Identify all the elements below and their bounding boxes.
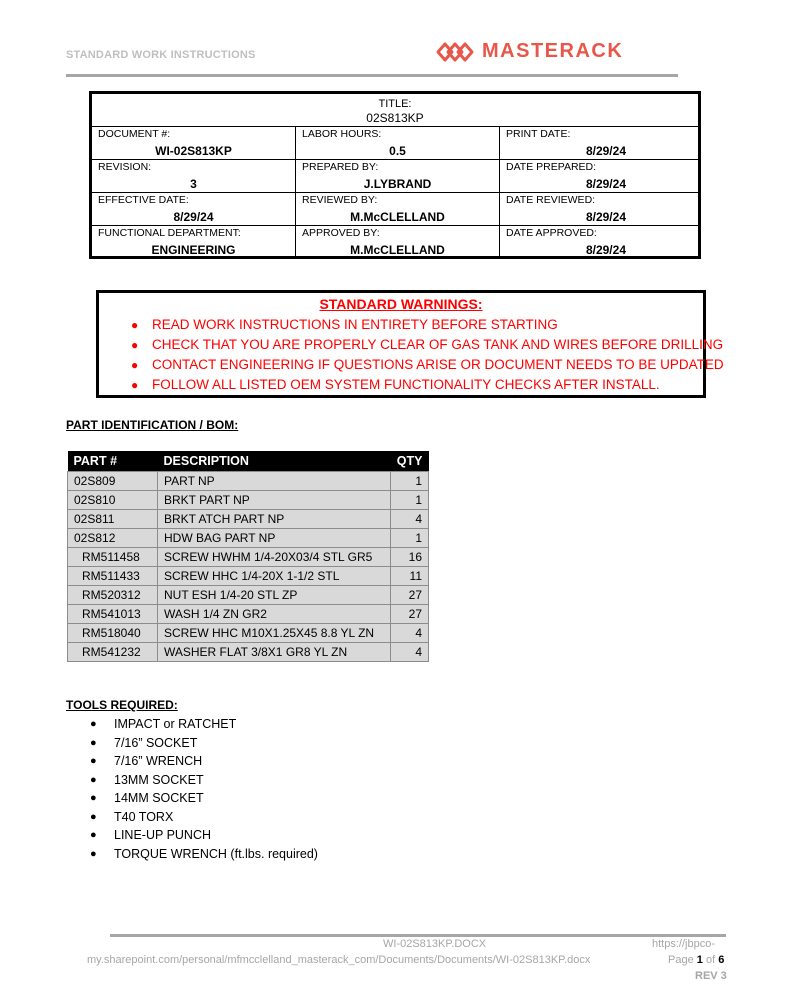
- description-cell: BRKT PART NP: [158, 491, 391, 510]
- qty-cell: 4: [391, 510, 429, 529]
- document-info-table: [89, 91, 701, 259]
- footer-url-line2: my.sharepoint.com/personal/mfmcclelland_masterack_com/Documents/Documents/WI-02S813KP.docx: [87, 954, 591, 966]
- info-label: REVIEWED BY:: [302, 194, 378, 206]
- description-cell: SCREW HWHM 1/4-20X03/4 STL GR5: [158, 548, 391, 567]
- warning-text: CHECK THAT YOU ARE PROPERLY CLEAR OF GAS TANK AND WIRES BEFORE DRILLING: [152, 337, 724, 352]
- description-cell: SCREW HHC 1/4-20X 1-1/2 STL: [158, 567, 391, 586]
- warning-item: [99, 355, 724, 375]
- part-number-cell: 02S810: [68, 491, 158, 510]
- tool-item: [90, 734, 318, 753]
- info-value: ENGINEERING: [151, 243, 236, 257]
- tool-text: 7/16” WRENCH: [114, 754, 203, 768]
- page-total: 6: [718, 954, 725, 966]
- bom-body: [68, 472, 429, 662]
- warning-text: FOLLOW ALL LISTED OEM SYSTEM FUNCTIONALITY CHECKS AFTER INSTALL.: [152, 377, 660, 392]
- bullet-icon: ●: [90, 718, 97, 730]
- tool-item: [90, 771, 318, 790]
- tool-item: [90, 789, 318, 808]
- bom-header-row: [68, 451, 429, 472]
- bom-table: [67, 451, 429, 662]
- info-cell: [500, 226, 698, 258]
- table-row: [68, 624, 429, 643]
- qty-cell: 27: [391, 586, 429, 605]
- info-value: 8/29/24: [585, 210, 626, 224]
- part-number-cell: 02S811: [68, 510, 158, 529]
- info-label: DATE REVIEWED:: [506, 194, 596, 206]
- info-label: APPROVED BY:: [302, 227, 380, 239]
- col-header-part: PART #: [68, 451, 158, 472]
- info-value: M.McCLELLAND: [350, 210, 445, 224]
- info-value: M.McCLELLAND: [350, 243, 445, 257]
- part-number-cell: RM541013: [68, 605, 158, 624]
- footer-url-line1: https://jbpco-: [652, 938, 715, 950]
- part-number-cell: RM518040: [68, 624, 158, 643]
- warning-item: [99, 315, 703, 335]
- info-label: DATE PREPARED:: [506, 161, 597, 173]
- page-word: Page: [668, 954, 694, 966]
- qty-cell: 1: [391, 529, 429, 548]
- footer-doc-name: WI-02S813KP.DOCX: [383, 938, 487, 950]
- logo-text: MASTERACK: [482, 40, 624, 62]
- table-row: [68, 605, 429, 624]
- info-cell: [500, 127, 698, 159]
- col-header-description: DESCRIPTION: [158, 451, 391, 472]
- description-cell: SCREW HHC M10X1.25X45 8.8 YL ZN: [158, 624, 391, 643]
- table-row: [68, 510, 429, 529]
- col-header-qty: QTY: [391, 451, 429, 472]
- qty-cell: 16: [391, 548, 429, 567]
- bullet-icon: ●: [131, 358, 139, 372]
- warning-text: READ WORK INSTRUCTIONS IN ENTIRETY BEFORE STARTING: [152, 317, 558, 332]
- info-value: 0.5: [389, 144, 406, 158]
- bullet-icon: ●: [90, 773, 97, 786]
- info-cell: [92, 193, 296, 225]
- tool-item: [90, 752, 318, 771]
- tool-item: [90, 715, 318, 734]
- qty-cell: 1: [391, 491, 429, 510]
- table-row: [68, 548, 429, 567]
- info-value: J.LYBRAND: [363, 177, 432, 191]
- info-label: DATE APPROVED:: [506, 227, 597, 239]
- qty-cell: 27: [391, 605, 429, 624]
- table-row: [68, 643, 429, 662]
- info-cell: [296, 127, 500, 159]
- description-cell: NUT ESH 1/4-20 STL ZP: [158, 586, 391, 605]
- bullet-icon: ●: [90, 847, 97, 860]
- header-rule: [66, 74, 678, 77]
- warning-item: [99, 335, 724, 355]
- info-value: 8/29/24: [173, 210, 214, 224]
- info-label: DOCUMENT #:: [98, 128, 171, 140]
- part-number-cell: RM541232: [68, 643, 158, 662]
- info-cell: [296, 193, 500, 225]
- part-number-cell: RM520312: [68, 586, 158, 605]
- footer-page-number: [668, 954, 724, 966]
- part-number-cell: 02S812: [68, 529, 158, 548]
- info-label: PRINT DATE:: [506, 128, 571, 140]
- tool-text: LINE-UP PUNCH: [114, 828, 212, 842]
- bullet-icon: ●: [90, 736, 97, 749]
- footer-revision: REV 3: [695, 970, 727, 982]
- info-row: [92, 226, 698, 258]
- table-row: [68, 491, 429, 510]
- tool-text: 13MM SOCKET: [114, 772, 204, 787]
- info-cell: [92, 226, 296, 258]
- info-label: REVISION:: [98, 161, 152, 173]
- title-label: TITLE:: [378, 98, 412, 110]
- part-number-cell: 02S809: [68, 472, 158, 491]
- description-cell: HDW BAG PART NP: [158, 529, 391, 548]
- info-cell: [500, 160, 698, 192]
- info-cell: [500, 193, 698, 225]
- title-value: 02S813KP: [366, 111, 424, 125]
- qty-cell: 4: [391, 624, 429, 643]
- info-label: PREPARED BY:: [302, 161, 379, 173]
- table-row: [68, 472, 429, 491]
- info-cell: [92, 127, 296, 159]
- qty-cell: 11: [391, 567, 429, 586]
- info-value: WI-02S813KP: [155, 144, 232, 158]
- tools-heading: TOOLS REQUIRED:: [66, 698, 178, 712]
- description-cell: BRKT ATCH PART NP: [158, 510, 391, 529]
- bullet-icon: ●: [131, 338, 139, 352]
- masterack-logo-icon: [436, 41, 476, 63]
- description-cell: WASH 1/4 ZN GR2: [158, 605, 391, 624]
- header-title: STANDARD WORK INSTRUCTIONS: [66, 49, 256, 61]
- table-row: [68, 586, 429, 605]
- description-cell: PART NP: [158, 472, 391, 491]
- info-cell: [296, 226, 500, 258]
- info-value: 3: [190, 177, 197, 191]
- footer-rule: [110, 934, 726, 937]
- info-label: LABOR HOURS:: [302, 128, 382, 140]
- bullet-icon: ●: [131, 318, 139, 332]
- tool-text: 7/16” SOCKET: [114, 735, 198, 750]
- info-label: EFFECTIVE DATE:: [98, 194, 189, 206]
- info-title-cell: [92, 94, 698, 127]
- warnings-list: [99, 315, 724, 395]
- page-num: 1: [696, 954, 703, 966]
- bullet-icon: ●: [131, 378, 139, 392]
- info-cell: [296, 160, 500, 192]
- tool-item: [90, 845, 318, 864]
- masterack-logo: [436, 40, 623, 63]
- tool-text: 14MM SOCKET: [114, 791, 204, 805]
- description-cell: WASHER FLAT 3/8X1 GR8 YL ZN: [158, 643, 391, 662]
- standard-warnings-box: [96, 290, 724, 398]
- of-word: of: [705, 954, 716, 966]
- table-row: [68, 529, 429, 548]
- info-cell: [92, 160, 296, 192]
- part-number-cell: RM511458: [68, 548, 158, 567]
- bom-heading: PART IDENTIFICATION / BOM:: [66, 418, 239, 432]
- tool-text: IMPACT or RATCHET: [114, 717, 237, 731]
- bullet-icon: ●: [90, 810, 97, 823]
- bullet-icon: ●: [90, 755, 97, 767]
- info-label: FUNCTIONAL DEPARTMENT:: [98, 227, 241, 239]
- part-number-cell: RM511433: [68, 567, 158, 586]
- info-value: 8/29/24: [585, 144, 626, 158]
- table-row: [68, 567, 429, 586]
- warning-text: CONTACT ENGINEERING IF QUESTIONS ARISE OR DOCUMENT NEEDS TO BE UPDATED: [152, 357, 724, 372]
- qty-cell: 1: [391, 472, 429, 491]
- tools-list: [90, 715, 318, 863]
- info-value: 8/29/24: [585, 177, 626, 191]
- warning-item: [99, 375, 703, 395]
- warnings-title: STANDARD WARNINGS:: [319, 296, 483, 312]
- tool-text: TORQUE WRENCH (ft.lbs. required): [114, 846, 318, 861]
- info-row: [92, 127, 698, 160]
- tool-item: [90, 826, 318, 845]
- tool-item: [90, 808, 318, 827]
- info-row: [92, 160, 698, 193]
- info-value: 8/29/24: [585, 243, 626, 257]
- tool-text: T40 TORX: [114, 809, 174, 824]
- qty-cell: 4: [391, 643, 429, 662]
- bullet-icon: ●: [90, 829, 97, 841]
- info-row: [92, 193, 698, 226]
- bullet-icon: ●: [90, 792, 97, 804]
